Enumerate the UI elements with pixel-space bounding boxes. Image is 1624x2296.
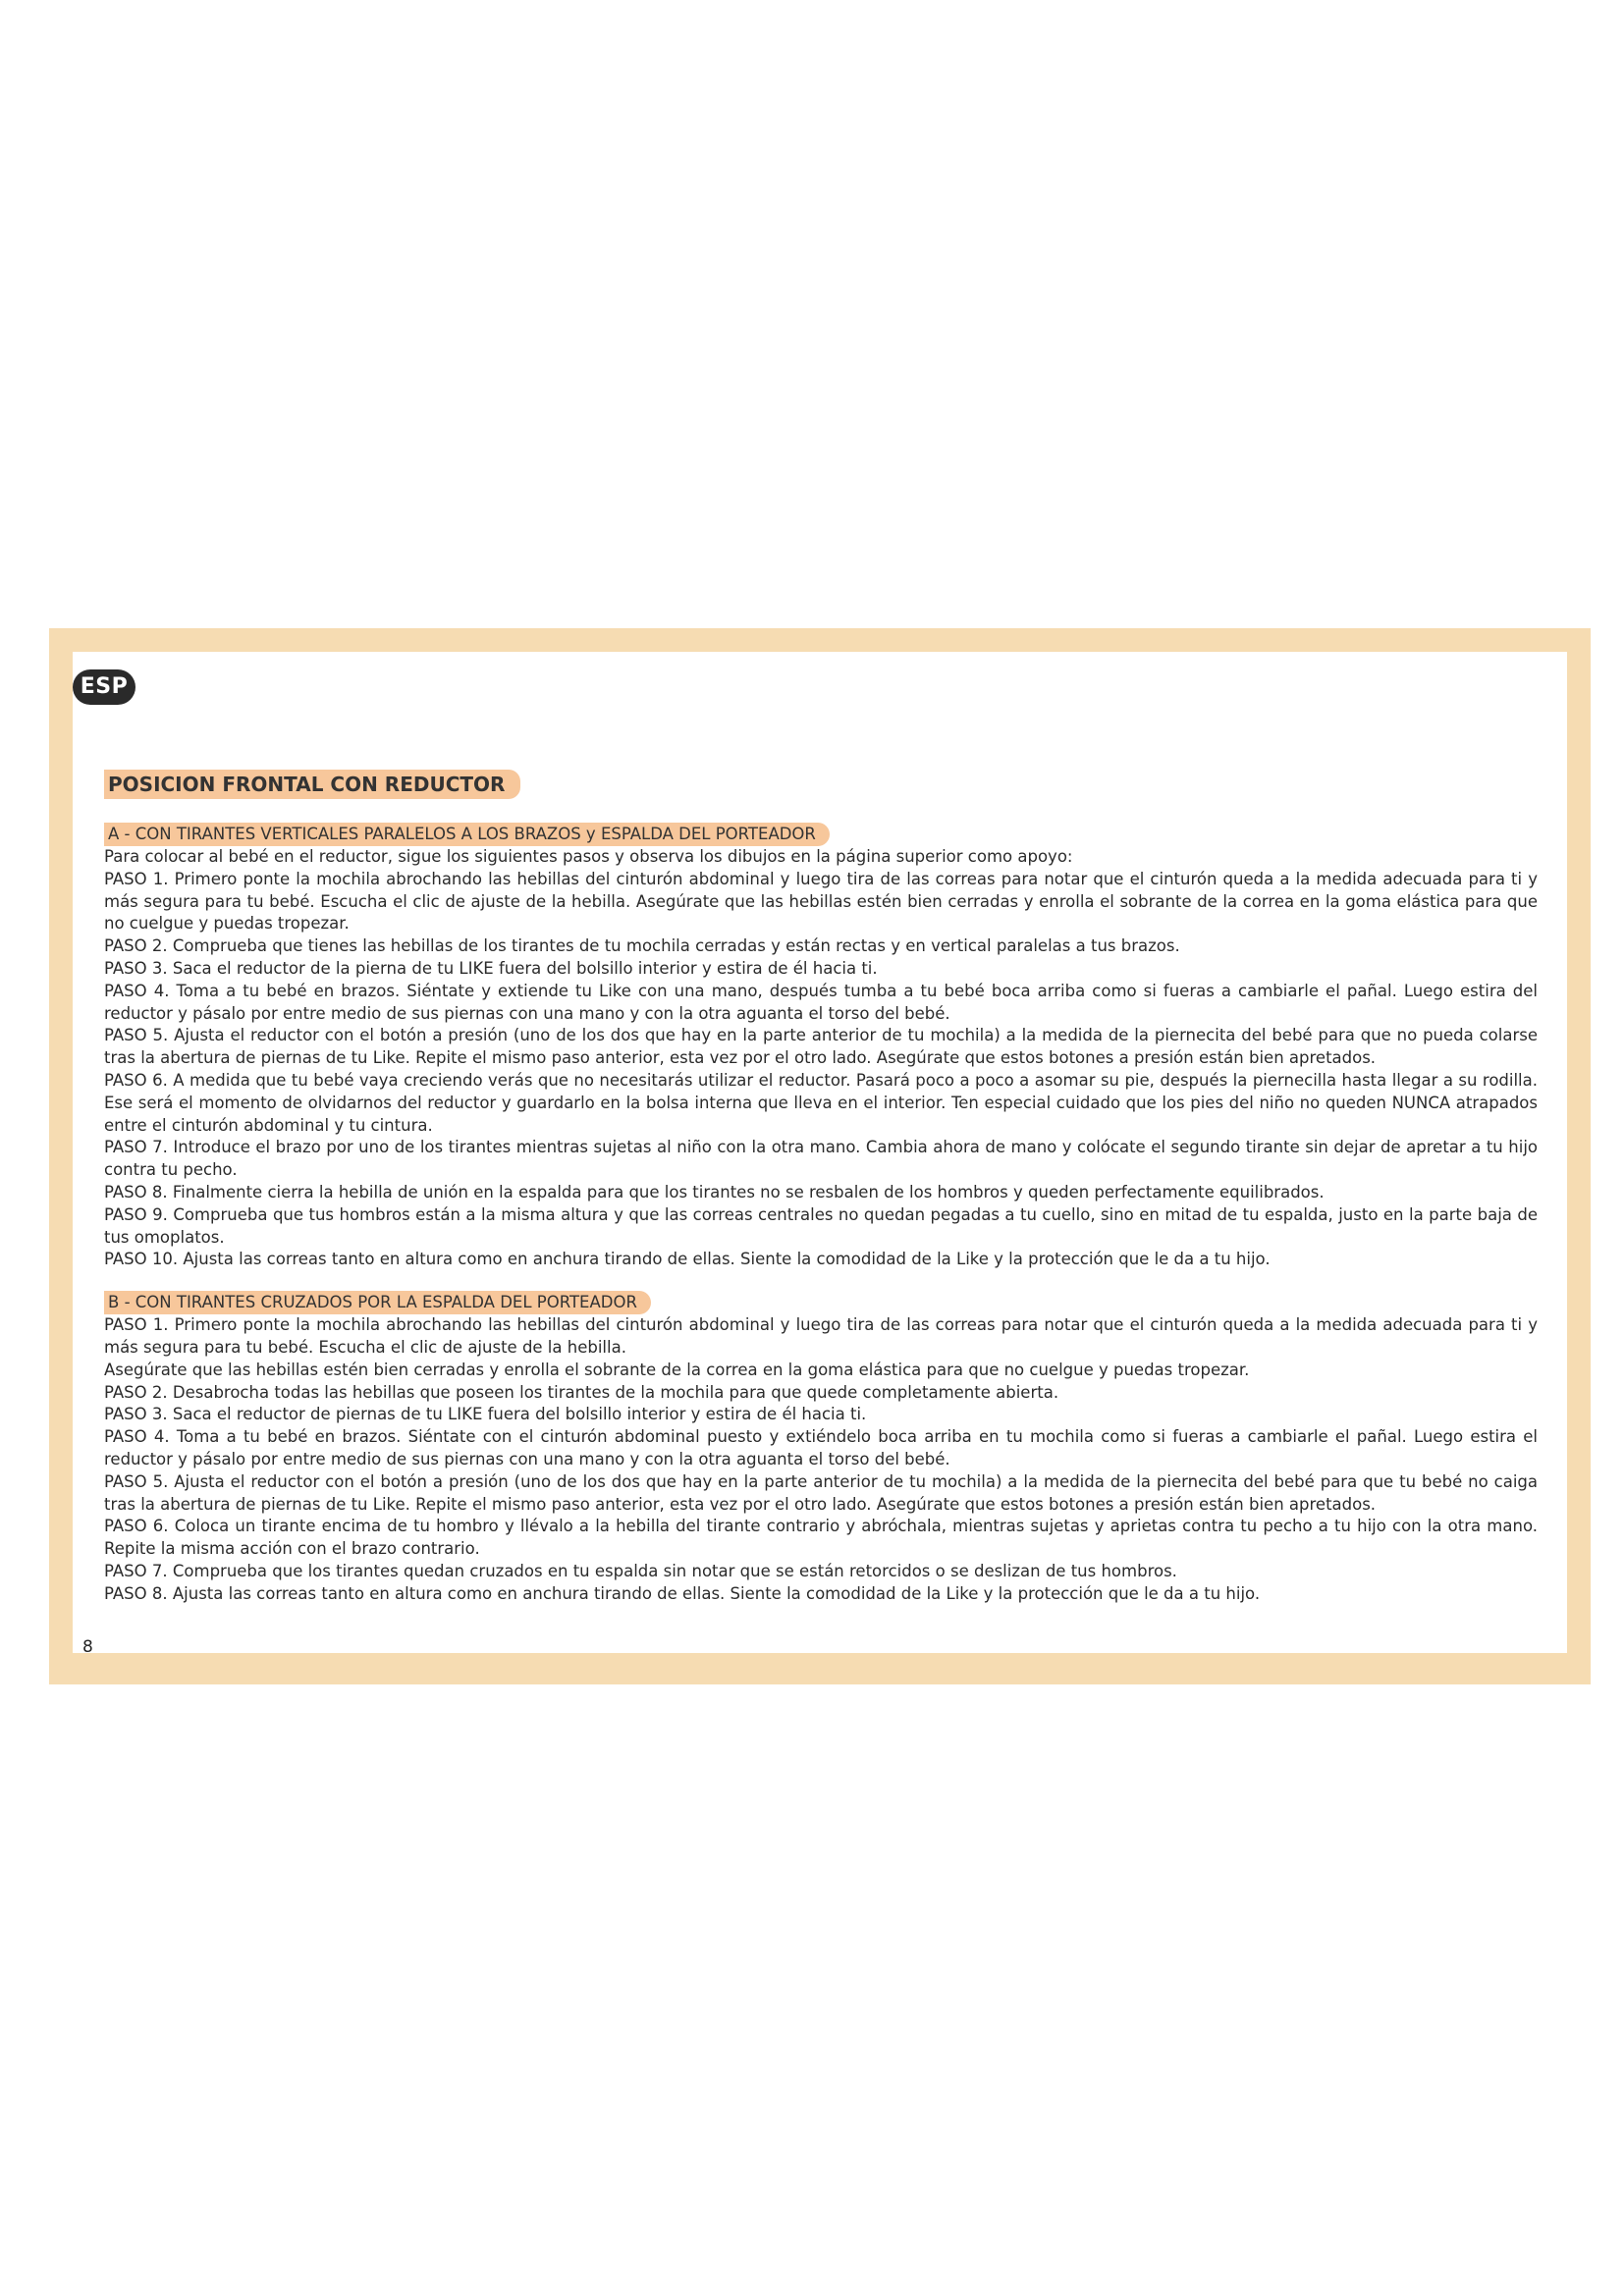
section-b-paragraph: PASO 7. Comprueba que los tirantes quedan cruzados en tu espalda sin notar que se están retorcidos o se deslizan de tus hombros. [104,1561,1177,1580]
section-a-paragraph: PASO 3. Saca el reductor de la pierna de tu LIKE fuera del bolsillo interior y estira de él hacia ti. [104,958,878,978]
section-a-paragraph: PASO 9. Comprueba que tus hombros están a la misma altura y que las correas centrales no quedan pegadas a tu cuello, sino en mitad de tu espalda, justo en la parte baja de tus omoplatos. [104,1204,1538,1247]
page-number: 8 [82,1637,93,1657]
section-a-paragraph: PASO 8. Finalmente cierra la hebilla de unión en la espalda para que los tirantes no se resbalen de los hombros y queden perfectamente equilibrados. [104,1182,1325,1201]
section-b-paragraph: Asegúrate que las hebillas estén bien cerradas y enrolla el sobrante de la correa en la goma elástica para que no cuelgue y puedas tropezar. [104,1360,1250,1379]
section-a-paragraph: PASO 5. Ajusta el reductor con el botón a presión (uno de los dos que hay en la parte anterior de tu mochila) a la medida de la piernecita del bebé para que no pueda colarse tras la abertura de piernas de tu Like. Repite el mismo paso anterior, esta vez por el otro lado. Asegúrate que estos botones a presión están bien apretados. [104,1026,1538,1068]
section-b-paragraph: PASO 8. Ajusta las correas tanto en altura como en anchura tirando de ellas. Siente la comodidad de la Like y la protección que le da a tu hijo. [104,1583,1261,1603]
section-a-paragraph: Para colocar al bebé en el reductor, sigue los siguientes pasos y observa los dibujos en la página superior como apoyo: [104,847,1073,866]
section-b-paragraph: PASO 5. Ajusta el reductor con el botón a presión (uno de los dos que hay en la parte anterior de tu mochila) a la medida de la piernecita del bebé para que tu bebé no caiga tras la abertura de piernas de tu Like. Repite el mismo paso anterior, esta vez por el otro lado. Asegúrate que estos botones a presión están bien apretados. [104,1471,1538,1514]
section-a-title: A - CON TIRANTES VERTICALES PARALELOS A LOS BRAZOS y ESPALDA DEL PORTEADOR [104,823,830,846]
main-title: POSICION FRONTAL CON REDUCTOR [104,770,520,799]
section-a-paragraph: PASO 1. Primero ponte la mochila abrochando las hebillas del cinturón abdominal y luego tira de las correas para notar que el cinturón queda a la medida adecuada para ti y más segura para tu bebé. Escucha el clic de ajuste de la hebilla. Asegúrate que las hebillas estén bien cerradas y enrolla el sobrante de la correa en la goma elástica para que no cuelgue y puedas tropezar. [104,869,1538,934]
section-a-paragraph: PASO 7. Introduce el brazo por uno de los tirantes mientras sujetas al niño con la otra mano. Cambia ahora de mano y colócate el segundo tirante sin dejar de apretar a tu hijo contra tu pecho. [104,1138,1538,1180]
section-a-paragraph: PASO 6. A medida que tu bebé vaya creciendo verás que no necesitarás utilizar el reductor. Pasará poco a poco a asomar su pie, después la piernecilla hasta llegar a su rodilla. Ese será el momento de olvidarnos del reductor y guardarlo en la bolsa interna que lleva en el interior. Ten especial cuidado que los pies del niño no queden NUNCA atrapados entre el cinturón abdominal y tu cintura. [104,1070,1538,1135]
section-b-paragraph: PASO 1. Primero ponte la mochila abrochando las hebillas del cinturón abdominal y luego tira de las correas para notar que el cinturón queda a la medida adecuada para ti y más segura para tu bebé. Escucha el clic de ajuste de la hebilla. [104,1315,1538,1357]
section-a-paragraph: PASO 2. Comprueba que tienes las hebillas de los tirantes de tu mochila cerradas y están rectas y en vertical paralelas a tus brazos. [104,936,1180,956]
section-b-paragraph: PASO 2. Desabrocha todas las hebillas que poseen los tirantes de la mochila para que quede completamente abierta. [104,1382,1059,1402]
section-a [104,823,1538,1271]
section-b-paragraph: PASO 4. Toma a tu bebé en brazos. Siéntate con el cinturón abdominal puesto y extiéndelo boca arriba en tu mochila como si fueras a cambiarle el pañal. Luego estira el reductor y pásalo por entre medio de sus piernas con una mano y con la otra aguanta el torso del bebé. [104,1427,1538,1468]
section-a-paragraph: PASO 4. Toma a tu bebé en brazos. Siéntate y extiende tu Like con una mano, después tumba a tu bebé boca arriba como si fueras a cambiarle el pañal. Luego estira del reductor y pásalo por entre medio de sus piernas con una mano y con la otra aguanta el torso del bebé. [104,981,1538,1023]
section-a-paragraph: PASO 10. Ajusta las correas tanto en altura como en anchura tirando de ellas. Siente la comodidad de la Like y la protección que le da a tu hijo. [104,1250,1271,1269]
document-content [104,770,1538,1606]
section-b-paragraph: PASO 3. Saca el reductor de piernas de tu LIKE fuera del bolsillo interior y estira de él hacia ti. [104,1405,867,1424]
section-b-paragraph: PASO 6. Coloca un tirante encima de tu hombro y llévalo a la hebilla del tirante contrario y abróchala, mientras sujetas y aprietas contra tu pecho a tu hijo con la otra mano. Repite la misma acción con el brazo contrario. [104,1517,1538,1559]
section-b [104,1291,1538,1605]
language-badge: ESP [73,669,135,705]
section-b-title: B - CON TIRANTES CRUZADOS POR LA ESPALDA DEL PORTEADOR [104,1291,651,1314]
